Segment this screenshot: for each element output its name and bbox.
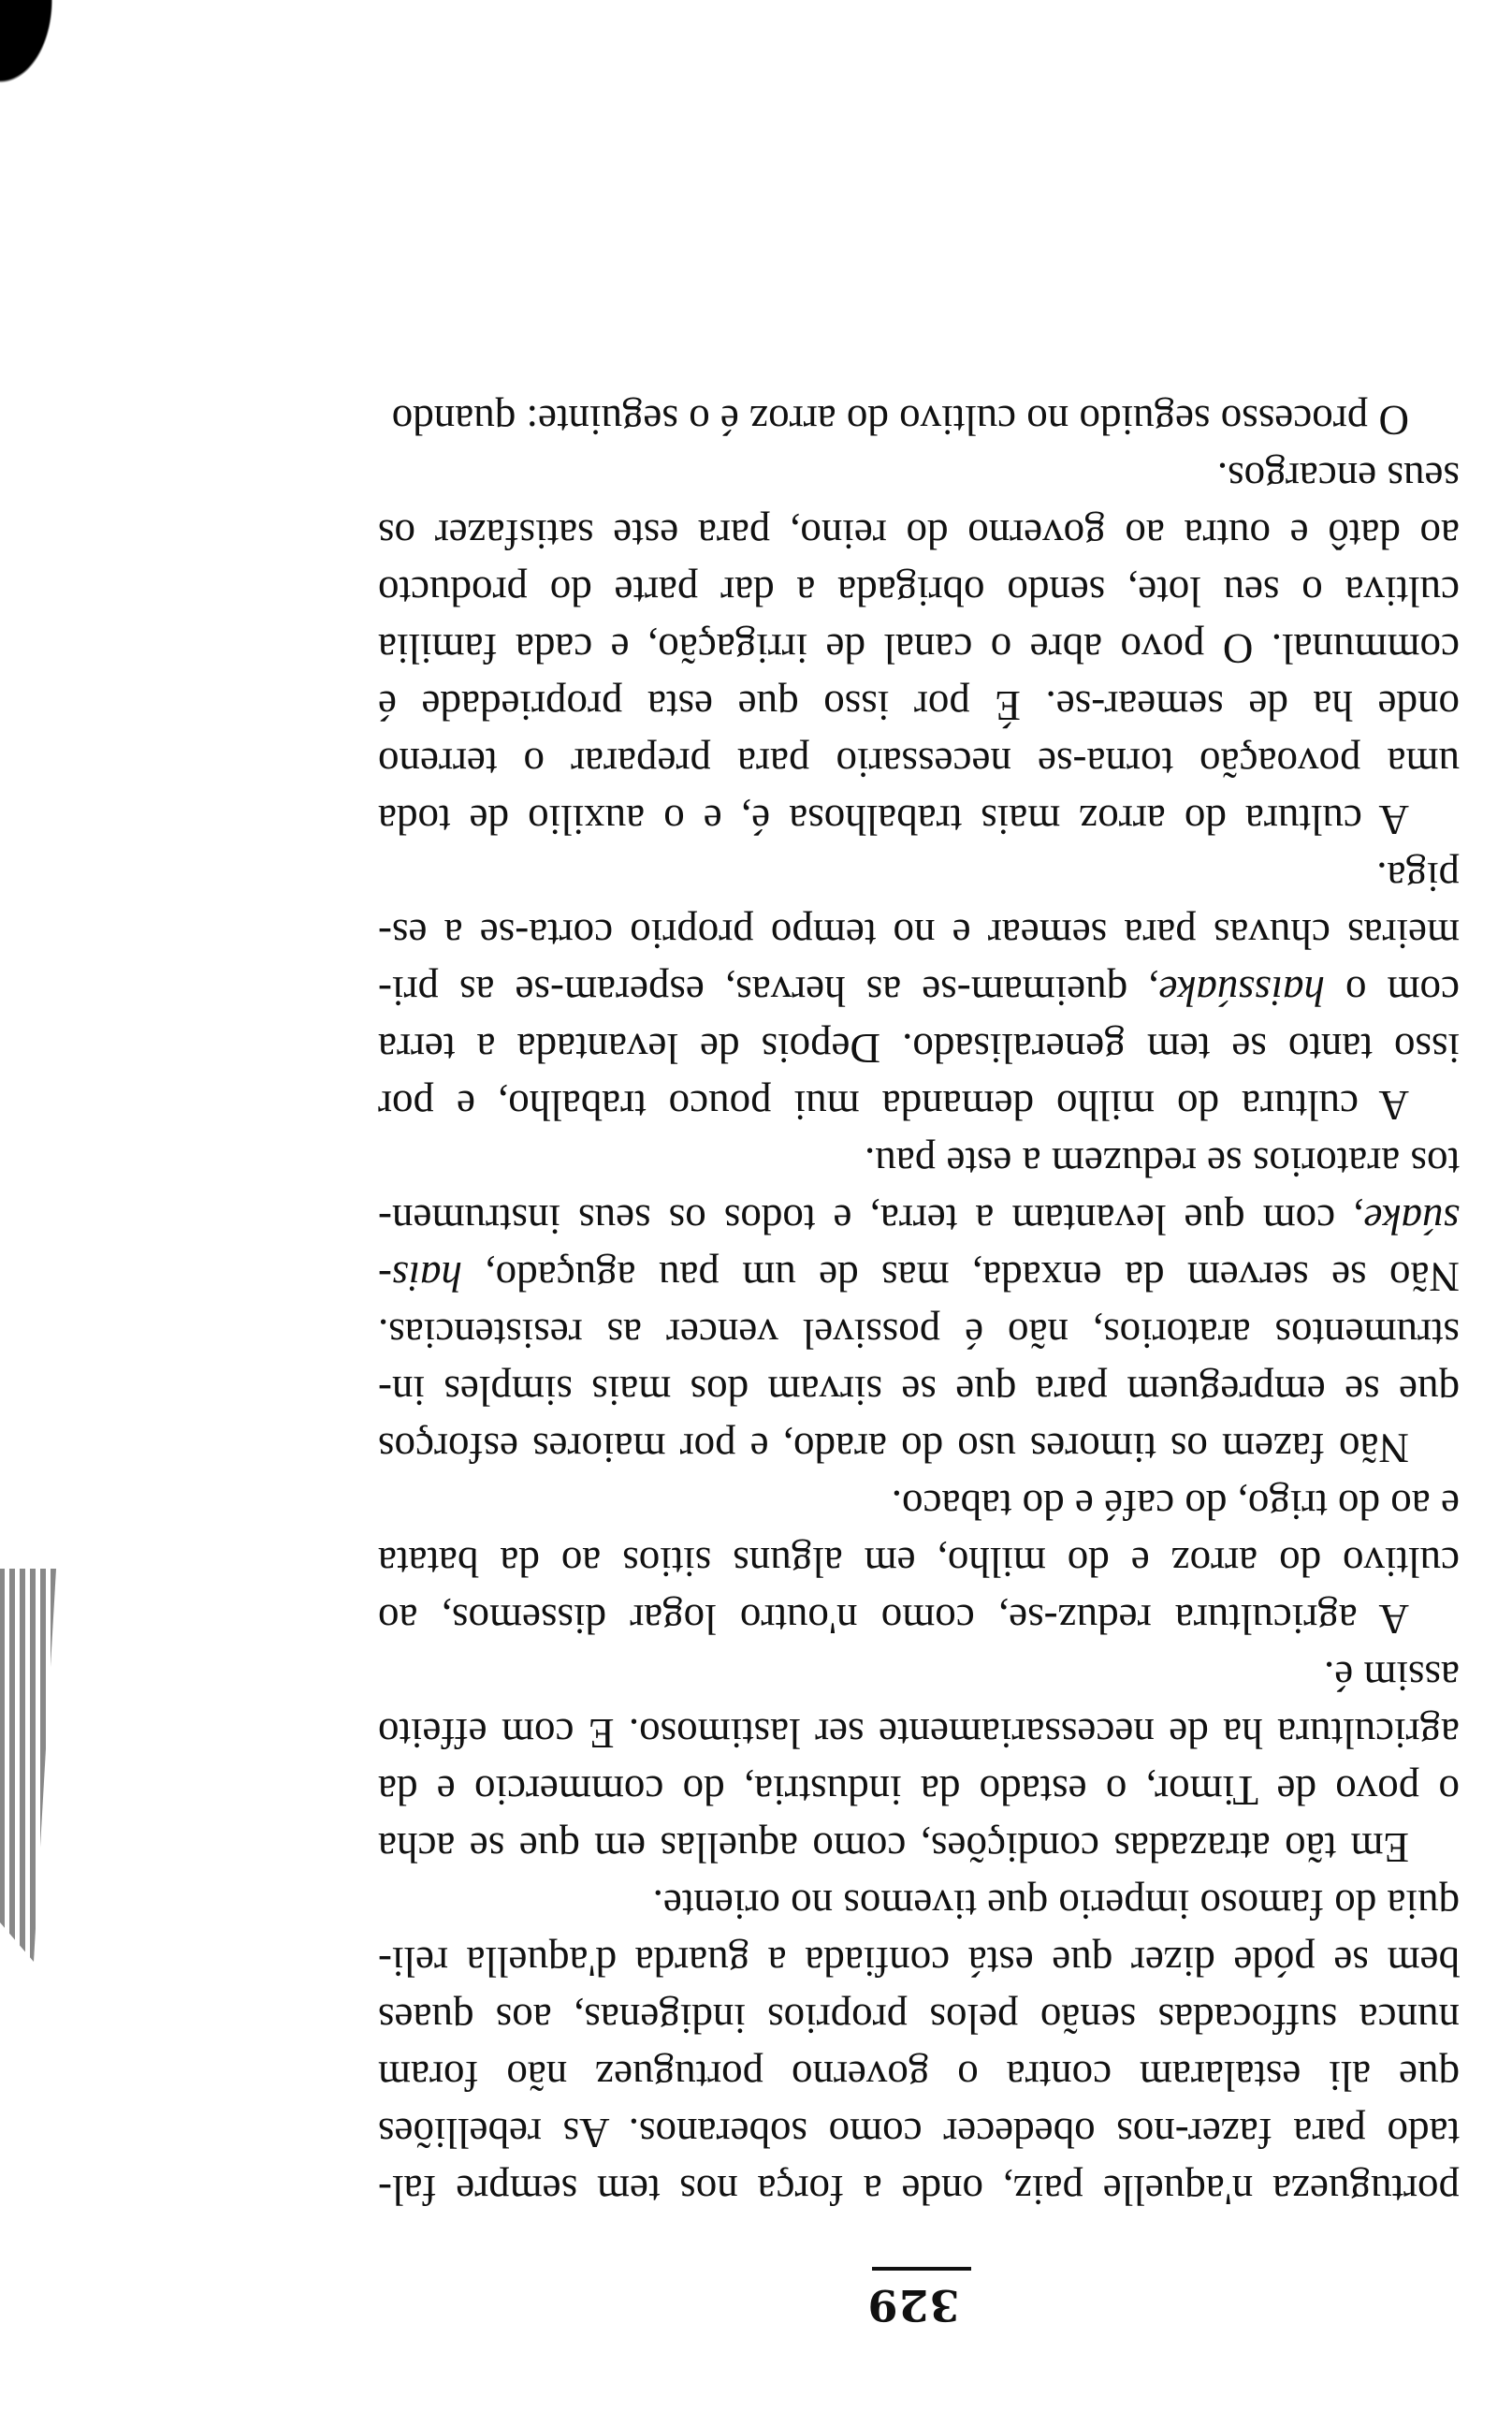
italic-term: haissúake (1158, 968, 1325, 1015)
paragraph-start: A cultura do milho demanda mui pouco trabalho, e por (378, 1082, 1409, 1129)
text-line: uma povoação torna-se necessario para preparar o terreno (378, 739, 1460, 786)
text-line: assim é. (1324, 1653, 1460, 1700)
text-segment: com o (1324, 968, 1460, 1015)
text-line: onde ha de semear-se. É por isso que esta propriedade é (378, 682, 1460, 729)
text-line: tos aratorios se reduzem a este pau. (865, 1139, 1460, 1186)
text-line: agricultura ha de necessariamente ser lastimoso. E com effeito (378, 1710, 1460, 1757)
paragraph-start: A agricultura reduz-se, como n'outro logar dissemos, ao (378, 1596, 1409, 1643)
text-line: cultivo do arroz e do milho, em alguns sitios ao da batata (378, 1539, 1460, 1585)
text-line: seus encargos. (1216, 454, 1460, 501)
page-number: 329 (866, 2280, 960, 2331)
text-line: portugueza n'aquelle paiz, onde a força nos tem sempre fal- (378, 2167, 1460, 2214)
text-line: e ao do trigo, do café e do tabaco. (891, 1482, 1460, 1528)
binding-smudge (0, 1569, 56, 1962)
text-line: o povo de Timor, o estado da industria, do commercio e da (378, 1767, 1460, 1814)
text-line: que se empreguem para que se sirvam dos mais simples in- (378, 1367, 1460, 1414)
text-line: piga. (1376, 854, 1460, 900)
paragraph-start: Não fazem os timores uso do arado, e por maiores esforços (378, 1425, 1409, 1471)
text-line: tado para fazer-nos obedecer como soberanos. As rebelliões (378, 2110, 1460, 2156)
text-segment: , com que levantam a terra, e todos os seus instrumen- (378, 1196, 1364, 1243)
text-line: communal. O povo abre o canal de irrigação, e cada familia (378, 625, 1460, 672)
body-text (378, 391, 1460, 2218)
text-line: cultiva o seu lote, sendo obrigada a dar parte do producto (378, 568, 1460, 615)
paragraph-start: Em tão atrazadas condições, como aquellas em que se acha (378, 1824, 1409, 1871)
text-line: ao datô e outra ao governo do reino, para este satisfazer os (378, 511, 1460, 558)
header-rule (872, 2267, 971, 2271)
paragraph-start: O processo seguido no cultivo do arroz é o seguinte: quando (391, 397, 1409, 444)
italic-term: hais- (378, 1253, 462, 1300)
text-line: nunca suffocadas senão pelos proprios indigenas, aos quaes (378, 1995, 1460, 2042)
text-line: que ali estalaram contra o governo portuguez não foram (378, 2053, 1460, 2099)
text-line (378, 1248, 1460, 1305)
text-segment: Não se servem da enxada, mas de um pau aguçado, (462, 1253, 1460, 1300)
text-line: meiras chuvas para semear e no tempo proprio corta-se a es- (378, 911, 1460, 957)
text-line (378, 1191, 1460, 1248)
text-line: bem se póde dizer que está confiada a guarda d'aquella reli- (378, 1938, 1460, 1985)
italic-term: súake (1363, 1196, 1460, 1243)
paragraph-start: A cultura do arroz mais trabalhosa é, e o auxilio de toda (378, 796, 1409, 843)
text-line: strumentos aratorios, não é possivel vencer as resistencias. (378, 1310, 1460, 1357)
text-line: isso tanto se tem generalisado. Depois de levantada a terra (378, 1025, 1460, 1072)
text-line (378, 962, 1460, 1019)
text-line: quia do famoso imperio que tivemos no oriente. (652, 1881, 1460, 1928)
text-segment: , queimam-se as hervas, esperam-se as pri- (378, 968, 1159, 1015)
scan-edge-shadow (0, 0, 65, 103)
